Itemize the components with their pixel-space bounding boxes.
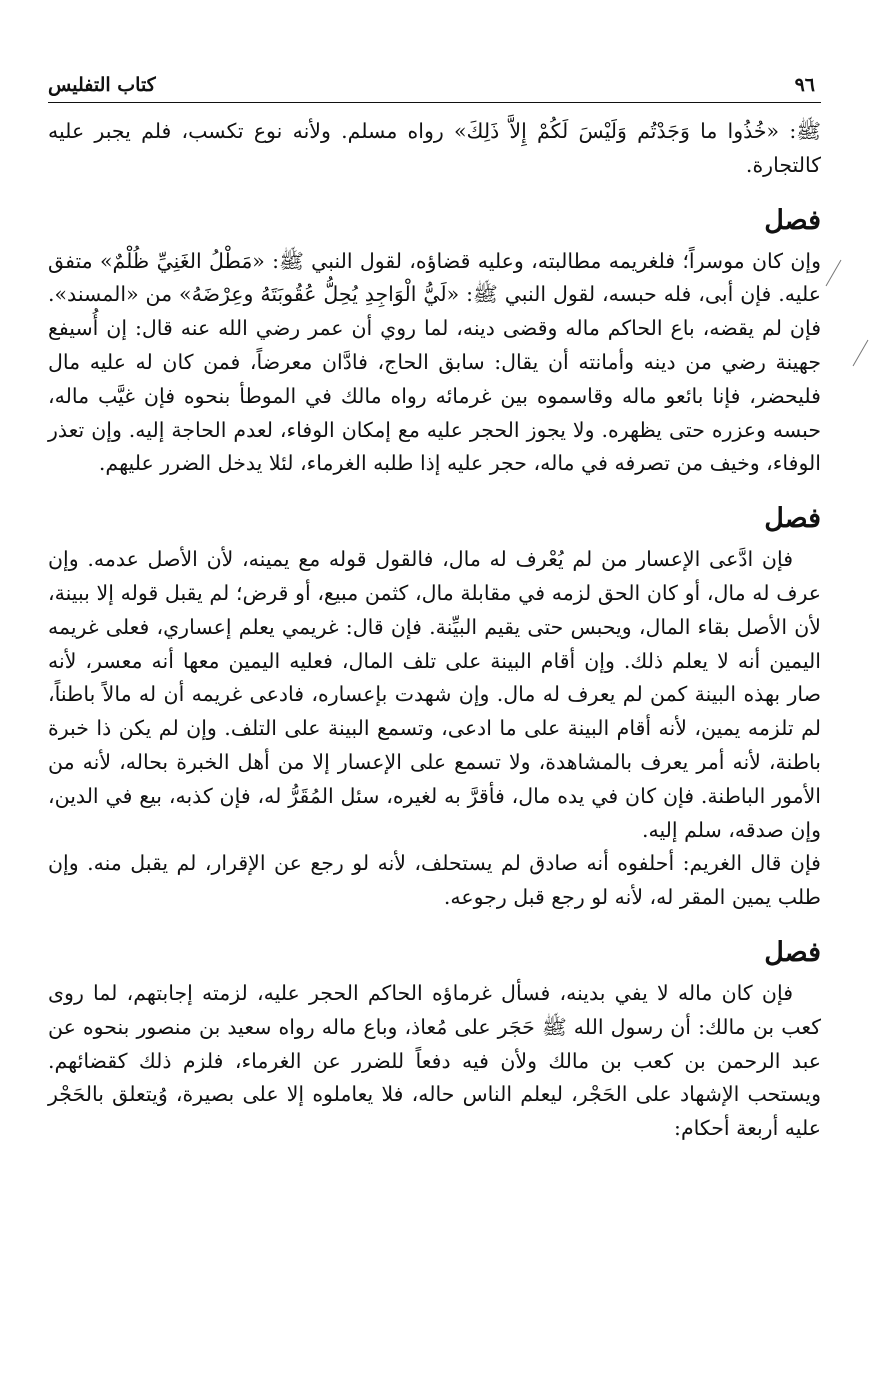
- paragraph: وإن كان موسراً؛ فلغريمه مطالبته، وعليه قضاؤه، لقول النبي ﷺ: «مَطْلُ الغَنِيِّ ظُلْمٌ» متفق عليه. فإن أبى، فله حبسه، لقول النبي ﷺ: «لَيُّ الْوَاجِدِ يُحِلُّ عُقُوبَتَهُ وعِرْضَهُ» من «المسند». فإن لم يقضه، باع الحاكم ماله وقضى دينه، لما روي أن عمر رضي الله عنه قال: إن أُسيفع جهينة رضي من دينه وأمانته أن يقال: سابق الحاج، فادَّان معرضاً، فمن كان له عليه مال فليحضر، فإنا بائعو ماله وقاسموه بين غرمائه رواه مالك في الموطأ بنحوه فإن غيَّب ماله، حبسه وعزره حتى يظهره. ولا يجوز الحجر عليه مع إمكان الوفاء، لعدم الحاجة إليه. وإن تعذر الوفاء، وخيف من تصرفه في ماله، حجر عليه إذا طلبه الغرماء، لئلا يدخل الضرر عليهم.: [48, 248, 821, 476]
- paragraph: ﷺ: «خُذُوا ما وَجَدْتُم وَلَيْسَ لَكُمْ إِلاَّ ذَلِكَ» رواه مسلم. ولأنه نوع تكسب، فلم يجبر عليه كالتجارة.: [48, 119, 821, 177]
- paragraph: فإن ادَّعى الإعسار من لم يُعْرف له مال، فالقول قوله مع يمينه، لأن الأصل عدمه. وإن عرف له مال، أو كان الحق لزمه في مقابلة مال، كثمن مبيع، أو قرض؛ لم يقبل قوله إلا ببينة، لأن الأصل بقاء المال، ويحبس حتى يقيم البيِّنة. فإن قال: غريمي يعلم إعساري، فعلى غريمه اليمين أنه لا يعلم ذلك. وإن أقام البينة على تلف المال، فعليه اليمين معها أنه معسر، لأنه صار بهذه البينة كمن لم يعرف له مال. وإن شهدت بإعساره، فادعى غريمه أن له مالاً باطناً، لم تلزمه يمين، لأنه أقام البينة على ما ادعى، وتسمع البينة على التلف. وإن لم يكن ذا خبرة باطنة، لأنه أمر يعرف بالمشاهدة، ولا تسمع على الإعسار إلا من أهل الخبرة بحاله، لأنه من الأمور الباطنة. فإن كان في يده مال، فأقرَّ به لغيره، سئل المُقَرُّ له، فإن كذبه، بيع في الدين، وإن صدقه، سلم إليه.: [48, 547, 821, 842]
- page-body: [48, 115, 821, 1146]
- margin-pencil-mark: [853, 340, 869, 366]
- section-heading: فصل: [764, 936, 821, 968]
- margin-pencil-mark: [826, 260, 842, 286]
- paragraph: فإن قال الغريم: أحلفوه أنه صادق لم يستحلف، لأنه لو رجع عن الإقرار، لم يقبل منه. وإن طلب يمين المقر له، لأنه لو رجع قبل رجوعه.: [48, 851, 821, 910]
- chapter-title: كتاب التفليس: [48, 74, 156, 96]
- running-header: [48, 74, 821, 103]
- page-number: ٩٦: [794, 74, 815, 96]
- section-heading: فصل: [764, 503, 821, 535]
- paragraph: فإن كان ماله لا يفي بدينه، فسأل غرماؤه الحاكم الحجر عليه، لزمته إجابتهم، لما روى كعب بن مالك: أن رسول الله ﷺ حَجَر على مُعاذ، وباع ماله رواه سعيد بن منصور بنحوه عن عبد الرحمن بن كعب بن مالك ولأن فيه دفعاً للضرر عن الغرماء، فلزم ذلك كقضائهم. ويستحب الإشهاد على الحَجْر، ليعلم الناس حاله، فلا يعاملوه إلا على بصيرة، وُيتعلق بالحَجْر عليه أربعة أحكام:: [48, 980, 821, 1141]
- section-heading: فصل: [764, 204, 821, 236]
